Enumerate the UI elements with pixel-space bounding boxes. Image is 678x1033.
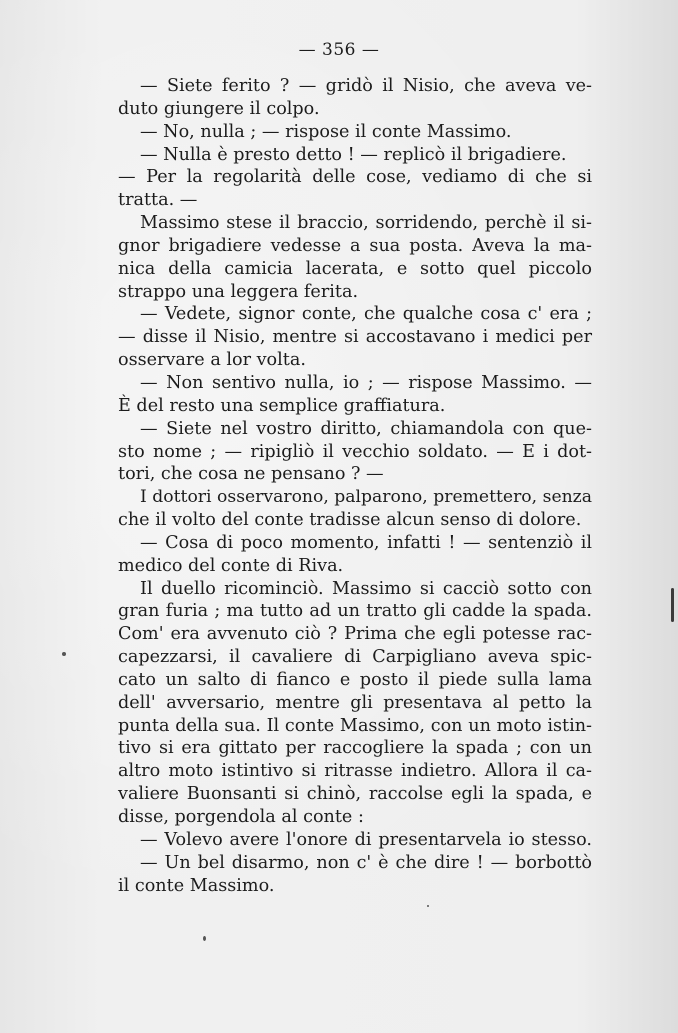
text-line: osservare a lor volta. bbox=[118, 350, 306, 371]
text-line: gnor brigadiere vedesse a sua posta. Aveva la ma- bbox=[118, 235, 592, 256]
text-line: — No, nulla ; — rispose il conte Massimo. bbox=[140, 121, 512, 142]
text-line: strappo una leggera ferita. bbox=[118, 281, 359, 302]
text-line: duto giungere il colpo. bbox=[118, 98, 320, 119]
text-line: il conte Massimo. bbox=[118, 875, 275, 896]
page-edge-mark bbox=[671, 588, 674, 622]
text-line: che il volto del conte tradisse alcun senso di dolore. bbox=[118, 510, 582, 531]
text-line: — Siete ferito ? — gridò il Nisio, che aveva ve- bbox=[140, 76, 592, 96]
text-line: — Non sentivo nulla, io ; — rispose Massimo. — bbox=[140, 372, 592, 393]
text-line: punta della sua. Il conte Massimo, con un moto istin- bbox=[118, 715, 592, 736]
ink-speck bbox=[62, 652, 66, 656]
text-line: — Per la regolarità delle cose, vediamo di che si bbox=[118, 167, 592, 188]
text-line: medico del conte di Riva. bbox=[118, 555, 344, 576]
ink-speck bbox=[203, 936, 206, 941]
text-line: nica della camicia lacerata, e sotto quel piccolo bbox=[118, 258, 592, 279]
text-line: tivo si era gittato per raccogliere la spada ; con un bbox=[118, 738, 592, 759]
text-line: — Un bel disarmo, non c' è che dire ! — borbottò bbox=[140, 852, 592, 873]
text-line: sto nome ; — ripigliò il vecchio soldato. — E i dot- bbox=[118, 441, 592, 462]
text-line: tori, che cosa ne pensano ? — bbox=[118, 464, 384, 485]
text-line: gran furia ; ma tutto ad un tratto gli cadde la spada. bbox=[118, 601, 592, 622]
text-line: — Nulla è presto detto ! — replicò il brigadiere. bbox=[140, 144, 567, 165]
text-line: cato un salto di fianco e posto il piede sulla lama bbox=[118, 669, 592, 690]
page-number: — 356 — bbox=[298, 40, 380, 60]
body-text bbox=[118, 75, 592, 897]
text-line: capezzarsi, il cavaliere di Carpigliano aveva spic- bbox=[118, 647, 592, 668]
text-line: — Volevo avere l'onore di presentarvela io stesso. bbox=[140, 829, 592, 850]
text-line: tratta. — bbox=[118, 190, 198, 211]
text-line: Il duello ricominciò. Massimo si cacciò sotto con bbox=[140, 578, 592, 599]
ink-speck bbox=[427, 905, 429, 907]
text-line: altro moto istintivo si ritrasse indietro. Allora il ca- bbox=[118, 761, 592, 782]
text-line: Massimo stese il braccio, sorridendo, perchè il si- bbox=[140, 213, 592, 234]
text-line: — Siete nel vostro diritto, chiamandola con que- bbox=[140, 418, 592, 439]
text-line: — Vedete, signor conte, che qualche cosa c' era ; bbox=[140, 304, 592, 325]
text-line: disse, porgendola al conte : bbox=[118, 807, 364, 827]
text-line: valiere Buonsanti si chinò, raccolse egli la spada, e bbox=[118, 784, 592, 805]
text-line: — Cosa di poco momento, infatti ! — sentenziò il bbox=[140, 532, 592, 553]
text-line: dell' avversario, mentre gli presentava al petto la bbox=[118, 692, 592, 713]
text-line: È del resto una semplice graffiatura. bbox=[118, 395, 446, 416]
text-line: I dottori osservarono, palparono, premettero, senza bbox=[140, 487, 592, 508]
text-line: Com' era avvenuto ciò ? Prima che egli potesse rac- bbox=[118, 624, 592, 645]
text-line: — disse il Nisio, mentre si accostavano i medici per bbox=[118, 327, 592, 348]
